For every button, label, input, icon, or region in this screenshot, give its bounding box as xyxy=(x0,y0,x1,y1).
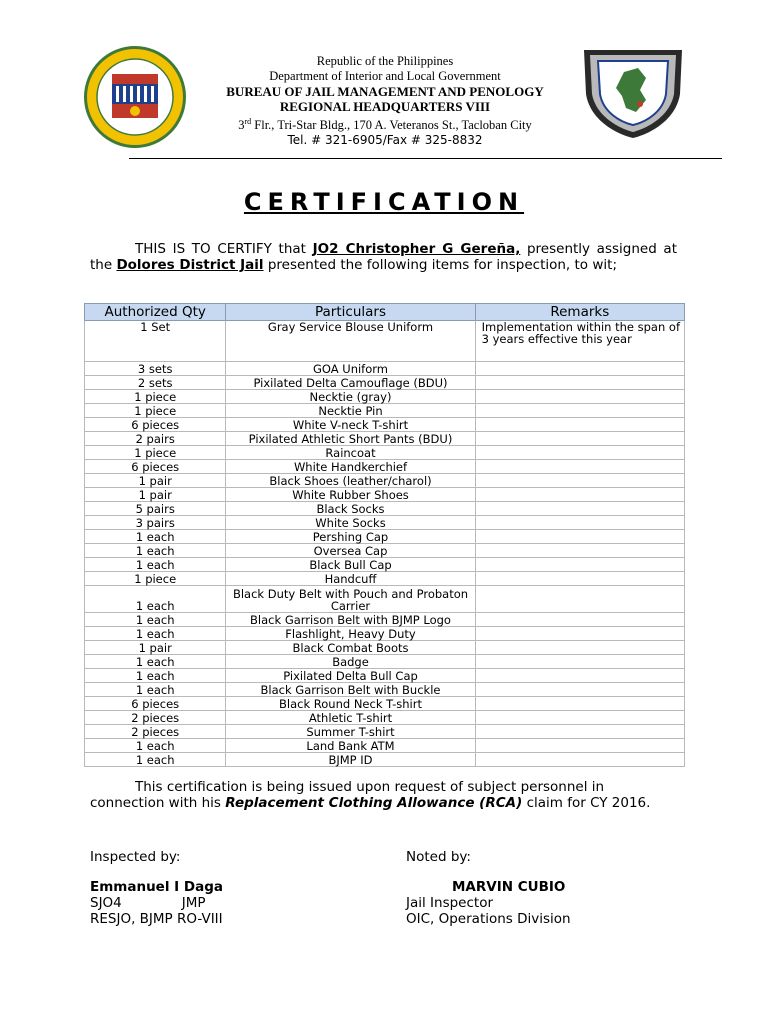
remarks-cell xyxy=(475,641,684,655)
table-row xyxy=(85,530,685,544)
table-row xyxy=(85,460,685,474)
qty-cell: 5 pairs xyxy=(85,502,226,516)
particulars-cell: Pixilated Athletic Short Pants (BDU) xyxy=(226,432,475,446)
remarks-cell xyxy=(475,655,684,669)
particulars-cell: Black Round Neck T-shirt xyxy=(226,697,475,711)
approver-office: OIC, Operations Division xyxy=(406,911,571,927)
remarks-cell xyxy=(475,502,684,516)
remarks-cell xyxy=(475,474,684,488)
table-row xyxy=(85,697,685,711)
remarks-cell xyxy=(475,390,684,404)
qty-cell: 1 each xyxy=(85,655,226,669)
column-header-particulars: Particulars xyxy=(226,304,475,321)
rca-reference: Replacement Clothing Allowance (RCA) xyxy=(225,794,523,811)
table-row xyxy=(85,558,685,572)
table-header-row xyxy=(85,304,685,321)
remarks-cell xyxy=(475,683,684,697)
approver-name: MARVIN CUBIO xyxy=(452,879,566,895)
particulars-cell: Raincoat xyxy=(226,446,475,460)
table-row xyxy=(85,502,685,516)
particulars-cell: White V-neck T-shirt xyxy=(226,418,475,432)
inspector-rank: SJO4 JMP xyxy=(90,895,206,911)
table-row xyxy=(85,362,685,376)
particulars-cell: White Rubber Shoes xyxy=(226,488,475,502)
qty-cell: 1 Set xyxy=(85,321,226,362)
remarks-cell xyxy=(475,544,684,558)
table-row xyxy=(85,446,685,460)
remarks-cell xyxy=(475,516,684,530)
particulars-cell: Necktie (gray) xyxy=(226,390,475,404)
letterhead-telephone: Tel. # 321-6905/Fax # 325-8832 xyxy=(287,133,483,148)
remarks-cell xyxy=(475,613,684,627)
remarks-cell xyxy=(475,627,684,641)
particulars-cell: Flashlight, Heavy Duty xyxy=(226,627,475,641)
table-row xyxy=(85,544,685,558)
qty-cell: 1 each xyxy=(85,627,226,641)
bjmp-seal-logo xyxy=(82,44,188,150)
qty-cell: 1 each xyxy=(85,683,226,697)
inspected-by-label: Inspected by: xyxy=(90,849,181,865)
qty-cell: 1 piece xyxy=(85,446,226,460)
particulars-cell: Oversea Cap xyxy=(226,544,475,558)
particulars-cell: White Handkerchief xyxy=(226,460,475,474)
table-row xyxy=(85,572,685,586)
qty-cell: 1 each xyxy=(85,739,226,753)
remarks-cell xyxy=(475,446,684,460)
qty-cell: 6 pieces xyxy=(85,460,226,474)
region-8-shield-logo xyxy=(580,44,686,140)
remarks-cell xyxy=(475,725,684,739)
particulars-cell: Pixilated Delta Camouflage (BDU) xyxy=(226,376,475,390)
remarks-cell xyxy=(475,460,684,474)
particulars-cell: Black Shoes (leather/charol) xyxy=(226,474,475,488)
column-header-remarks: Remarks xyxy=(475,304,684,321)
particulars-cell: Black Garrison Belt with Buckle xyxy=(226,683,475,697)
remarks-cell xyxy=(475,669,684,683)
qty-cell: 2 pieces xyxy=(85,711,226,725)
table-row xyxy=(85,725,685,739)
document-title: CERTIFICATION xyxy=(243,188,525,216)
remarks-cell xyxy=(475,697,684,711)
remarks-cell xyxy=(475,376,684,390)
qty-cell: 1 each xyxy=(85,544,226,558)
inspector-name: Emmanuel I Daga xyxy=(90,879,223,895)
particulars-cell: Black Combat Boots xyxy=(226,641,475,655)
particulars-cell: Black Garrison Belt with BJMP Logo xyxy=(226,613,475,627)
qty-cell: 1 each xyxy=(85,530,226,544)
remarks-cell xyxy=(475,530,684,544)
table-row xyxy=(85,376,685,390)
table-row xyxy=(85,641,685,655)
qty-cell: 1 each xyxy=(85,586,226,613)
table-row xyxy=(85,711,685,725)
remarks-cell xyxy=(475,362,684,376)
particulars-cell: Athletic T-shirt xyxy=(226,711,475,725)
table-row xyxy=(85,753,685,767)
particulars-cell: Pershing Cap xyxy=(226,530,475,544)
particulars-cell: Black Duty Belt with Pouch and Probaton Carrier xyxy=(226,586,475,613)
qty-cell: 1 pair xyxy=(85,641,226,655)
personnel-name: JO2 Christopher G Gereña, xyxy=(312,241,521,257)
approver-rank: Jail Inspector xyxy=(406,895,494,911)
letterhead xyxy=(190,54,580,148)
remarks-cell xyxy=(475,488,684,502)
assigned-unit: Dolores District Jail xyxy=(116,257,264,273)
letterhead-department: Department of Interior and Local Government xyxy=(269,69,501,83)
items-table xyxy=(84,303,685,767)
qty-cell: 1 pair xyxy=(85,474,226,488)
particulars-cell: GOA Uniform xyxy=(226,362,475,376)
table-row xyxy=(85,683,685,697)
remarks-cell xyxy=(475,432,684,446)
qty-cell: 3 pairs xyxy=(85,516,226,530)
particulars-cell: BJMP ID xyxy=(226,753,475,767)
column-header-qty: Authorized Qty xyxy=(85,304,226,321)
qty-cell: 1 each xyxy=(85,613,226,627)
header-rule-right xyxy=(408,158,722,159)
letterhead-address: 3rd Flr., Tri-Star Bldg., 170 A. Veteranos St., Tacloban City xyxy=(238,117,532,133)
table-row xyxy=(85,516,685,530)
qty-cell: 1 each xyxy=(85,558,226,572)
qty-cell: 1 piece xyxy=(85,404,226,418)
closing-paragraph: This certification is being issued upon request of subject personnel in connection with his Replacement Clothing Allowance (RCA) claim for CY 2016. xyxy=(90,779,651,811)
remarks-cell xyxy=(475,404,684,418)
particulars-cell: White Socks xyxy=(226,516,475,530)
remarks-cell xyxy=(475,753,684,767)
qty-cell: 1 piece xyxy=(85,572,226,586)
header-rule-left xyxy=(129,158,408,159)
qty-cell: 2 sets xyxy=(85,376,226,390)
remarks-cell xyxy=(475,739,684,753)
particulars-cell: Badge xyxy=(226,655,475,669)
remarks-cell xyxy=(475,586,684,613)
table-row xyxy=(85,390,685,404)
particulars-cell: Summer T-shirt xyxy=(226,725,475,739)
qty-cell: 6 pieces xyxy=(85,697,226,711)
table-row xyxy=(85,586,685,613)
table-row xyxy=(85,418,685,432)
table-row xyxy=(85,613,685,627)
particulars-cell: Black Socks xyxy=(226,502,475,516)
table-row xyxy=(85,432,685,446)
table-row xyxy=(85,474,685,488)
particulars-cell: Pixilated Delta Bull Cap xyxy=(226,669,475,683)
inspector-office: RESJO, BJMP RO-VIII xyxy=(90,911,223,927)
qty-cell: 1 each xyxy=(85,669,226,683)
remarks-cell xyxy=(475,711,684,725)
particulars-cell: Land Bank ATM xyxy=(226,739,475,753)
particulars-cell: Handcuff xyxy=(226,572,475,586)
remarks-cell xyxy=(475,572,684,586)
remarks-cell: Implementation within the span of 3 years effective this year xyxy=(475,321,684,362)
table-row xyxy=(85,627,685,641)
letterhead-republic: Republic of the Philippines xyxy=(316,54,454,68)
particulars-cell: Black Bull Cap xyxy=(226,558,475,572)
qty-cell: 2 pairs xyxy=(85,432,226,446)
remarks-cell xyxy=(475,558,684,572)
letterhead-regional-hq: REGIONAL HEADQUARTERS VIII xyxy=(279,99,491,114)
letterhead-bureau: BUREAU OF JAIL MANAGEMENT AND PENOLOGY xyxy=(226,84,544,99)
table-row xyxy=(85,488,685,502)
particulars-cell: Gray Service Blouse Uniform xyxy=(226,321,475,362)
qty-cell: 3 sets xyxy=(85,362,226,376)
noted-by-label: Noted by: xyxy=(406,849,471,865)
intro-paragraph: THIS IS TO CERTIFY that JO2 Christopher G Gereña, presently assigned at the Dolores District Jail presented the following items for inspection, to wit; xyxy=(90,241,677,273)
qty-cell: 1 piece xyxy=(85,390,226,404)
qty-cell: 2 pieces xyxy=(85,725,226,739)
qty-cell: 6 pieces xyxy=(85,418,226,432)
qty-cell: 1 each xyxy=(85,753,226,767)
table-row xyxy=(85,739,685,753)
table-row xyxy=(85,655,685,669)
table-row xyxy=(85,404,685,418)
remarks-cell xyxy=(475,418,684,432)
table-row xyxy=(85,321,685,362)
qty-cell: 1 pair xyxy=(85,488,226,502)
particulars-cell: Necktie Pin xyxy=(226,404,475,418)
table-row xyxy=(85,669,685,683)
inspected-by-block xyxy=(90,849,223,927)
noted-by-block xyxy=(406,849,676,927)
